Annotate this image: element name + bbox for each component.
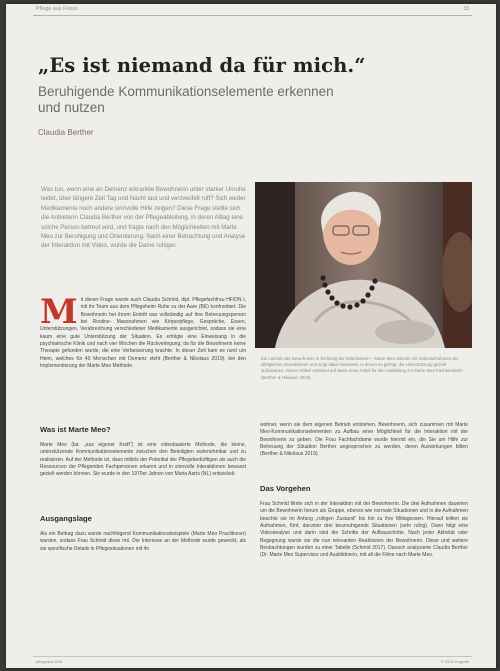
drop-cap: M bbox=[40, 292, 78, 332]
magazine-page bbox=[6, 4, 496, 668]
heading-ausgangslage: Ausgangslage bbox=[40, 514, 92, 523]
right-top-paragraph: wohner, wenn sie dem eigenen Betrieb entstehen, Bewohnerin, sich zusammen mit Marte Meo-Kommunikationselementen zu Aufbau einer Möglichkeit für die Interaktion mit der Bewohnerin zu geben. Die Frau Fachfachdame wurde hiermit ein, die Sie um Hilfe zur Betreuung der Situation Berther angesprochen zu werden, deren Auswirkungen bitten (Berther & Nikolaus 2019). bbox=[260, 422, 468, 458]
footer-publication: pflegeaus 6/18 bbox=[36, 659, 63, 664]
footer-copyright: © 2018 Hogrefe bbox=[440, 659, 469, 664]
article-title: „Es ist niemand da für mich.“ bbox=[38, 54, 366, 77]
intro-text: it dieser Frage wurde auch Claudia Schmid, dipl. Pflegefachfrau HF/DN I, mit ihr Team aus dem Pflegeheim Ruhe zu der Aare (BE) konfrontiert. Die Bewohnerin bei ihrem Eintritt war vollständig auf ihre Betreuungsperson bei Routine- Massnahmen wie Körperpflege, Gespräche, Essen, Unterstützungen, Verabreichung verschiedener Medikamente ausgerichtet, sodass sie eine kaum eine gute Unterstützung der Situation. Es erfolgte eine Einweisung in die psychiatrische Klinik und nach vier Wochen die Rückverlegung; da für die Bewohnerin keine Therapie gefunden wurde, die eine Verbesserung brachte. In dieser Zeit kam es rund um Heim, welches für 40 Menschen mit Demenz steht (Berther & Nikolaus 2019), bei den Implementierung der Marte Meo Methode. bbox=[40, 297, 246, 370]
article-teaser: Was tun, wenn eine an Demenz erkrankte Bewohnerin unter starker Unruhe leidet, über längere Zeit Tag und Nacht laut und verzweifelt ruft? Sich weder Medikamente noch andere sinnvolle Hilfe zeigen? Diese Frage stellte sich die Anbieterin Claudia Berther von der Pflegeabteilung, in deren Alltag eine solche Person betreut wird, und fragte nach den Möglichkeiten mit Marte Meo zur Beruhigung und Orientierung. Nach einer Betrachtung und Analyse der Interaktion mit Video, wurde die Dame ruhiger. bbox=[41, 186, 246, 250]
ausgangslage-paragraph: Als ein Beitrag dazu wurde nachfolgend Kommunikationsbeispiele (Marte Meo Practitioner) wurden, sodass Frau Schmid diese mit. Die Interesse an der Methode wurde geweckt, als sie spezifische Details in Pflegesituationen mit ihr bbox=[40, 531, 246, 552]
intro-paragraph bbox=[40, 292, 246, 370]
article-subtitle: Beruhigende Kommunikationselemente erkennen und nutzen bbox=[38, 84, 334, 115]
heading-vorgehen: Das Vorgehen bbox=[260, 484, 311, 493]
photo-caption: Ein Lächeln der Bewohnerin in Richtung der Mitarbeiterin – Marte Meo arbeitet mit Videoaufnahmen der alltäglichen Interaktionen und zeigt dabei Momente, in denen es gelingt, die Unterstützung gezielt aufzubauen. Dieser Artikel entstand auf Basis einer Arbeit für die Ausbildung zur Marte Meo Fachberaterin (Berther & Nikolaus 2019). bbox=[261, 356, 463, 380]
section-rubric: Pflege aus Fokus bbox=[36, 6, 78, 12]
footer-rule bbox=[33, 656, 472, 657]
page-number: 33 bbox=[463, 6, 469, 12]
elderly-woman-photo bbox=[255, 182, 472, 348]
article-photo bbox=[255, 182, 472, 348]
article-author: Claudia Berther bbox=[38, 128, 94, 137]
header-rule bbox=[33, 15, 472, 16]
vorgehen-paragraph: Frau Schmid filmte sich in der Interaktion mit der Bewohnerin. Die drei Aufnahmen dauerten um die Bewohnerin herum als Gruppe, ebenso wie normale Situationen und in die Aufnahmen beachte sie im Anfang „ruhigen Zustand“ bis hin zu ihre Mittagessen. Hierauf teilten sie Aufnahmen, fünf, darunter drei beunruhigende Situationen (sehr ruhig). Dann folgt eine Videoanalyse und darin sind die Schritte der Aufbauschritte. Nach jeder Aktivität oder Begegnung wurde sie die nun relevanten Reaktionen der Bewohnerin. Diese und weitere Beobachtungen wurden zu einer Tabelle (Schmid 2017). Danach analysierte Claudia Berther (Dr. Marte Meo Supervisor und Ausbildnerin, mit all die Filme nach Marte Meo. bbox=[260, 501, 468, 559]
what-paragraph: Marte Meo (lat. „aus eigener Kraft“) ist eine videobasierte Methode, die kleine, unterstützende Kommunikationselemente zwischen den Beteiligten wahrnehmbar und zu realisieren. Auf der Methode ist, dass mittels der Potential der Pflegebedürftigen als auch die Ressourcen der Pflegenden Fachpersonen erkannt und in sinnvolle Interaktionen bewusst gezielt werden können. Sie wurde in den 1970er Jahren von Maria Aarts (NL) entwickelt. bbox=[40, 442, 246, 478]
heading-what-is-marte-meo: Was ist Marte Meo? bbox=[40, 425, 111, 434]
